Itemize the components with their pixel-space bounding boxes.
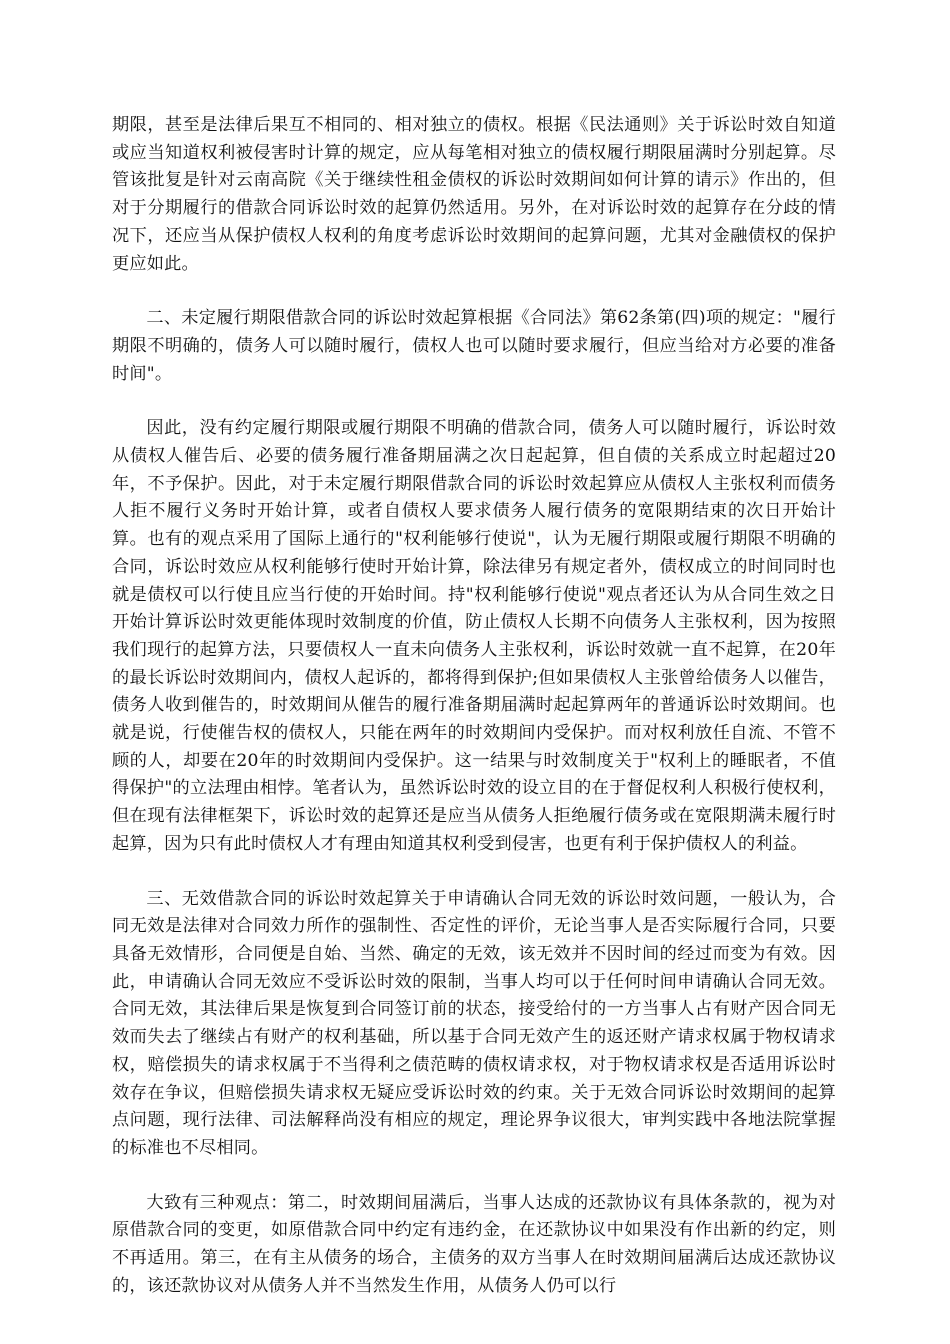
paragraph-2: 二、未定履行期限借款合同的诉讼时效起算根据《合同法》第62条第(四)项的规定："履行期限不明确的，债务人可以随时履行，债权人也可以随时要求履行，但应当给对方必要的准备时间"。 — [112, 308, 836, 384]
document-page — [112, 112, 836, 1327]
paragraph-3: 因此，没有约定履行期限或履行期限不明确的借款合同，债务人可以随时履行，诉讼时效从债权人催告后、必要的债务履行准备期届满之次日起起算，但自债的关系成立时起超过20年，不予保护。因此，对于未定履行期限借款合同的诉讼时效起算应从债权人主张权利而债务人拒不履行义务时开始计算，或者自债权人要求债务人履行债务的宽限期结束的次日开始计算。也有的观点采用了国际上通行的"权利能够行使说"，认为无履行期限或履行期限不明确的合同，诉讼时效应从权利能够行使时开始计算，除法律另有规定者外，债权成立的时间同时也就是债权可以行使且应当行使的开始时间。持"权利能够行使说"观点者还认为从合同生效之日开始计算诉讼时效更能体现时效制度的价值，防止债权人长期不向债务人主张权利，因为按照我们现行的起算方法，只要债权人一直未向债务人主张权利，诉讼时效就一直不起算，在20年的最长诉讼时效期间内，债权人起诉的，都将得到保护;但如果债权人主张曾给债务人以催告，债务人收到催告的，时效期间从催告的履行准备期届满时起起算两年的普通诉讼时效期间。也就是说，行使催告权的债权人，只能在两年的时效期间内受保护。而对权利放任自流、不管不顾的人，却要在20年的时效期间内受保护。这一结果与时效制度关于"权利上的睡眠者，不值得保护"的立法理由相悖。笔者认为，虽然诉讼时效的设立目的在于督促权利人积极行使权利，但在现有法律框架下，诉讼时效的起算还是应当从债务人拒绝履行债务或在宽限期满未履行时起算，因为只有此时债权人才有理由知道其权利受到侵害，也更有利于保护债权人的利益。 — [112, 418, 836, 854]
paragraph-4: 三、无效借款合同的诉讼时效起算关于申请确认合同无效的诉讼时效问题，一般认为，合同无效是法律对合同效力所作的强制性、否定性的评价，无论当事人是否实际履行合同，只要具备无效情形，合同便是自始、当然、确定的无效，该无效并不因时间的经过而变为有效。因此，申请确认合同无效应不受诉讼时效的限制，当事人均可以于任何时间申请确认合同无效。合同无效，其法律后果是恢复到合同签订前的状态，接受给付的一方当事人占有财产因合同无效而失去了继续占有财产的权利基础，所以基于合同无效产生的返还财产请求权属于物权请求权，赔偿损失的请求权属于不当得利之债范畴的债权请求权，对于物权请求权是否适用诉讼时效存在争议，但赔偿损失请求权无疑应受诉讼时效的约束。关于无效合同诉讼时效期间的起算点问题，现行法律、司法解释尚没有相应的规定，理论界争议很大，审判实践中各地法院掌握的标准也不尽相同。 — [112, 888, 836, 1158]
paragraph-5: 大致有三种观点：第二，时效期间届满后，当事人达成的还款协议有具体条款的，视为对原借款合同的变更，如原借款合同中约定有违约金，在还款协议中如果没有作出新的约定，则不再适用。第三，在有主从债务的场合，主债务的双方当事人在时效期间届满后达成还款协议的，该还款协议对从债务人并不当然发生作用，从债务人仍可以行 — [112, 1192, 836, 1296]
paragraph-1: 期限，甚至是法律后果互不相同的、相对独立的债权。根据《民法通则》关于诉讼时效自知道或应当知道权利被侵害时计算的规定，应从每笔相对独立的债权履行期限届满时分别起算。尽管该批复是针对云南高院《关于继续性租金债权的诉讼时效期间如何计算的请示》作出的，但对于分期履行的借款合同诉讼时效的起算仍然适用。另外，在对诉讼时效的起算存在分歧的情况下，还应当从保护债权人权利的角度考虑诉讼时效期间的起算问题，尤其对金融债权的保护更应如此。 — [112, 115, 836, 274]
